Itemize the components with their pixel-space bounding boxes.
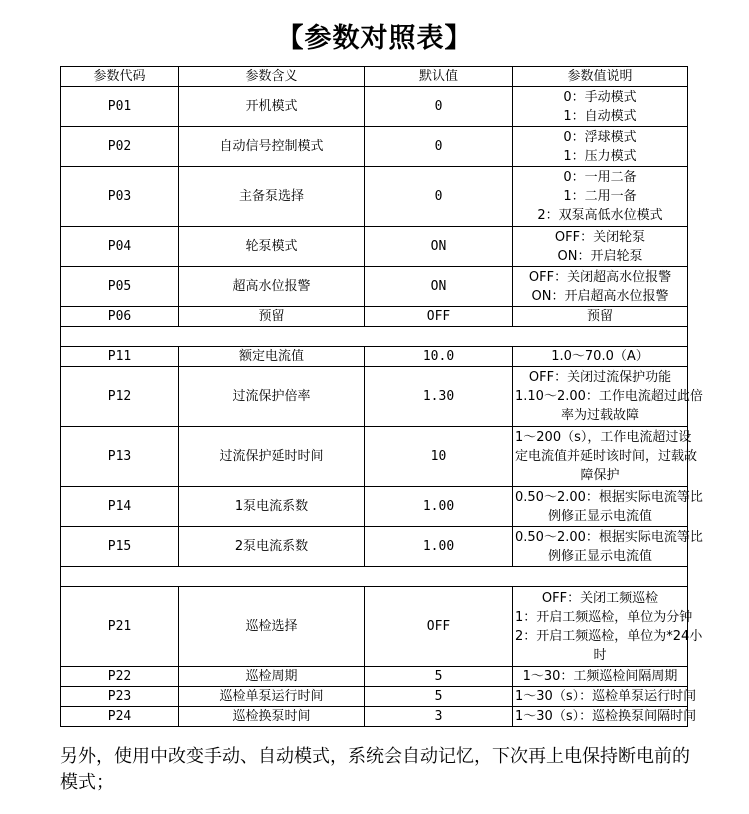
param-name: 过流保护倍率: [179, 367, 365, 427]
table-header-row: [61, 67, 688, 87]
description-line: 1：开启工频巡检，单位为分钟: [515, 609, 693, 625]
description-line: 例修正显示电流值: [547, 508, 652, 524]
description-line: 0：手动模式: [563, 89, 637, 105]
separator-cell: [61, 327, 688, 347]
param-name: 轮泵模式: [179, 227, 365, 267]
param-name: 主备泵选择: [179, 167, 365, 227]
description-line: 1.0～70.0（A）: [551, 349, 649, 364]
param-code: P12: [61, 367, 179, 427]
param-code: P21: [61, 587, 179, 667]
description-line: 1.10～2.00：工作电流超过此倍: [515, 389, 703, 404]
description-line: 0：浮球模式: [563, 129, 637, 145]
table-row: [61, 227, 688, 267]
header-description: 参数值说明: [513, 67, 688, 87]
param-description: [513, 687, 697, 707]
table-row: [61, 587, 688, 667]
description-line: 1：自动模式: [563, 108, 637, 124]
param-default: 1.00: [365, 487, 513, 527]
param-description: [513, 87, 688, 127]
param-description: [513, 347, 688, 367]
param-name: 1泵电流系数: [179, 487, 365, 527]
description-line: 时: [593, 647, 607, 663]
description-line: 例修正显示电流值: [547, 548, 652, 564]
param-code: P22: [61, 667, 179, 687]
table-row: [61, 267, 688, 307]
param-default: 1.30: [365, 367, 513, 427]
parameter-table: [60, 66, 703, 727]
description-line: 1：二用一备: [563, 189, 637, 204]
header-name: 参数含义: [179, 67, 365, 87]
param-code: P04: [61, 227, 179, 267]
description-line: 0.50～2.00：根据实际电流等比: [515, 529, 703, 545]
param-description: [513, 167, 688, 227]
table-row: [61, 487, 688, 527]
table-row: [61, 707, 688, 727]
param-name: 巡检换泵时间: [179, 707, 365, 727]
param-name: 预留: [179, 307, 365, 327]
param-name: 过流保护延时时间: [179, 427, 365, 487]
param-code: P13: [61, 427, 179, 487]
separator-row: [61, 567, 688, 587]
description-line: 2：开启工频巡检，单位为*24小: [515, 628, 703, 644]
description-line: ON：开启轮泵: [557, 248, 643, 264]
description-line: 0：一用二备: [563, 170, 637, 185]
param-code: P01: [61, 87, 179, 127]
description-line: OFF：关闭轮泵: [554, 229, 646, 245]
param-default: 0: [365, 127, 513, 167]
param-description: [513, 667, 688, 687]
separator-row: [61, 327, 688, 347]
header-code: 参数代码: [61, 67, 179, 87]
description-line: 率为过载故障: [560, 408, 639, 423]
param-description: [513, 587, 703, 667]
param-code: P15: [61, 527, 179, 567]
param-default: OFF: [365, 587, 513, 667]
table-row: [61, 687, 688, 707]
param-description: [513, 227, 688, 267]
param-code: P24: [61, 707, 179, 727]
param-name: 超高水位报警: [179, 267, 365, 307]
param-code: P23: [61, 687, 179, 707]
table-row: [61, 667, 688, 687]
param-name: 开机模式: [179, 87, 365, 127]
table-row: [61, 127, 688, 167]
description-line: 2：双泵高低水位模式: [537, 208, 663, 223]
param-name: 巡检周期: [179, 667, 365, 687]
param-description: [513, 307, 688, 327]
separator-cell: [61, 567, 688, 587]
description-line: 1～200（s），工作电流超过设: [515, 430, 692, 445]
param-default: 5: [365, 687, 513, 707]
param-name: 额定电流值: [179, 347, 365, 367]
page-title: 【参数对照表】: [276, 23, 473, 54]
description-line: OFF：关闭过流保护功能: [528, 370, 672, 385]
header-default: 默认值: [365, 67, 513, 87]
table-row: [61, 347, 688, 367]
param-name: 自动信号控制模式: [179, 127, 365, 167]
param-default: 1.00: [365, 527, 513, 567]
param-description: [513, 487, 703, 527]
table-row: [61, 427, 688, 487]
param-code: P03: [61, 167, 179, 227]
table-row: [61, 167, 688, 227]
param-default: 0: [365, 87, 513, 127]
param-code: P14: [61, 487, 179, 527]
param-default: 10.0: [365, 347, 513, 367]
param-name: 巡检选择: [179, 587, 365, 667]
param-default: 0: [365, 167, 513, 227]
footer-note: 另外，使用中改变手动、自动模式，系统会自动记忆，下次再上电保持断电前的模式；: [60, 746, 690, 793]
param-description: [513, 267, 688, 307]
param-default: ON: [365, 267, 513, 307]
description-line: 1～30（s）：巡检换泵间隔时间: [515, 709, 697, 724]
param-description: [513, 527, 703, 567]
description-line: 定电流值并延时该时间，过载故: [515, 449, 698, 464]
param-code: P02: [61, 127, 179, 167]
param-default: ON: [365, 227, 513, 267]
description-line: OFF：关闭超高水位报警: [528, 269, 672, 285]
table-row: [61, 87, 688, 127]
description-line: 1：压力模式: [563, 148, 637, 164]
description-line: 预留: [586, 309, 613, 324]
table-row: [61, 527, 688, 567]
param-name: 巡检单泵运行时间: [179, 687, 365, 707]
description-line: OFF：关闭工频巡检: [541, 590, 659, 606]
param-name: 2泵电流系数: [179, 527, 365, 567]
description-line: ON：开启超高水位报警: [531, 288, 669, 304]
param-code: P06: [61, 307, 179, 327]
param-default: OFF: [365, 307, 513, 327]
param-description: [513, 367, 703, 427]
description-line: 障保护: [580, 468, 620, 483]
param-description: [513, 127, 688, 167]
param-code: P11: [61, 347, 179, 367]
param-description: [513, 427, 698, 487]
param-default: 3: [365, 707, 513, 727]
table-row: [61, 307, 688, 327]
param-default: 10: [365, 427, 513, 487]
param-default: 5: [365, 667, 513, 687]
description-line: 1～30：工频巡检间隔周期: [522, 669, 678, 684]
param-code: P05: [61, 267, 179, 307]
param-description: [513, 707, 697, 727]
description-line: 1～30（s）：巡检单泵运行时间: [515, 689, 697, 704]
description-line: 0.50～2.00：根据实际电流等比: [515, 489, 703, 505]
table-row: [61, 367, 688, 427]
